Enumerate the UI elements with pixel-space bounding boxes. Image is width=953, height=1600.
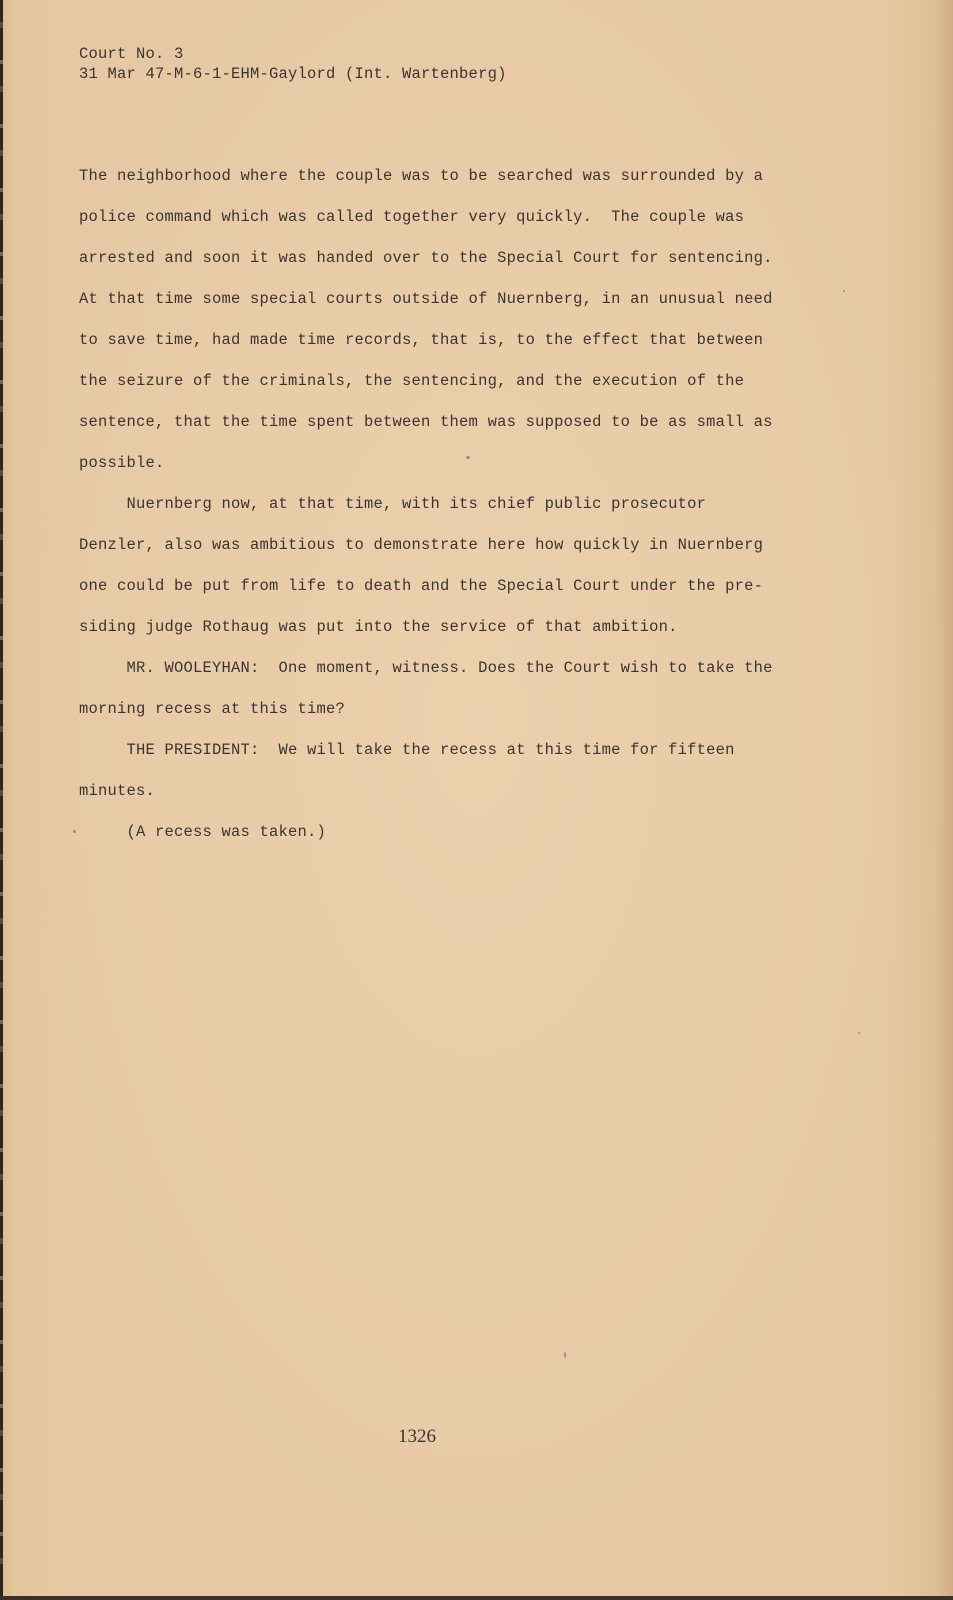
text-line: possible.: [79, 454, 165, 472]
court-number: Court No. 3: [79, 45, 184, 63]
binding-edge: [0, 0, 3, 1600]
text-line: Denzler, also was ambitious to demonstrate here how quickly in Nuernberg: [79, 536, 764, 554]
text-line: (A recess was taken.): [79, 823, 327, 841]
paper-speck: [843, 290, 845, 292]
text-line: MR. WOOLEYHAN: One moment, witness. Does the Court wish to take the: [79, 659, 773, 677]
page-bottom-edge: [0, 1596, 953, 1600]
text-line: siding judge Rothaug was put into the service of that ambition.: [79, 618, 678, 636]
text-line: arrested and soon it was handed over to the Special Court for sentencing.: [79, 249, 773, 267]
text-line: one could be put from life to death and the Special Court under the pre-: [79, 577, 764, 595]
text-line: sentence, that the time spent between them was supposed to be as small as: [79, 413, 773, 431]
paper-speck: [73, 830, 76, 833]
text-line: At that time some special courts outside of Nuernberg, in an unusual need: [79, 290, 773, 308]
text-line: minutes.: [79, 782, 156, 800]
text-line: Nuernberg now, at that time, with its chief public prosecutor: [79, 495, 707, 513]
paper-speck: [564, 1352, 566, 1358]
page-number: 1326: [398, 1426, 436, 1447]
text-line: police command which was called together very quickly. The couple was: [79, 208, 745, 226]
paper-speck: [858, 1032, 860, 1034]
text-line: the seizure of the criminals, the sentencing, and the execution of the: [79, 372, 745, 390]
text-line: morning recess at this time?: [79, 700, 346, 718]
text-line: THE PRESIDENT: We will take the recess at this time for fifteen: [79, 741, 735, 759]
text-line: The neighborhood where the couple was to be searched was surrounded by a: [79, 167, 764, 185]
session-reference: 31 Mar 47-M-6-1-EHM-Gaylord (Int. Wartenberg): [79, 65, 507, 83]
paper-speck: [466, 456, 470, 459]
text-line: to save time, had made time records, that is, to the effect that between: [79, 331, 764, 349]
